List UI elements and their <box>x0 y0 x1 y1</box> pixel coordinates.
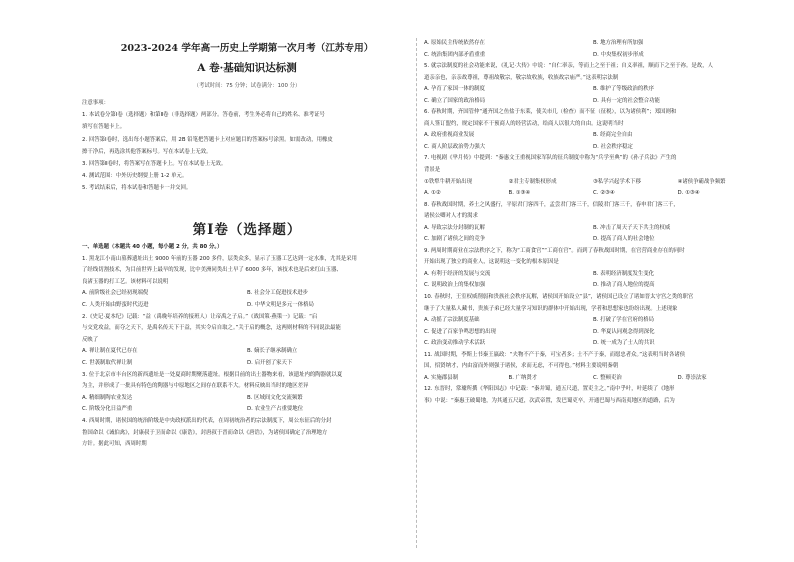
option-row <box>424 327 762 339</box>
question-line: 良渚玉器的打工艺。该材料可以说明 <box>82 278 169 285</box>
option-row <box>82 288 412 300</box>
option-item: C. 整顿吏治 <box>593 374 622 381</box>
option-item: ③私学兴起学术下移 <box>593 178 641 185</box>
option-row <box>424 142 762 154</box>
option-item: C. 确立了国家的政治格局 <box>424 97 486 104</box>
option-row <box>424 269 762 281</box>
option-item: D. 统一成为了士人的共识 <box>593 340 655 347</box>
question-line: 商人签订盟约，规定国家不干预商人的经营活动，给商人以很大的自由。这说明当时 <box>424 120 624 127</box>
option-item: B. ①③④ <box>508 190 531 197</box>
option-row <box>424 188 762 200</box>
option-item: ④诸侯争霸战争频繁 <box>677 178 726 185</box>
question-line: 9. 两周时期商业在宗法秩序之下，称为“工商食官”“工商在官”。而到了春秋战国时期，在官营商业存在的同时 <box>424 247 685 254</box>
option-row <box>424 280 762 292</box>
column-divider <box>416 38 418 548</box>
question-line: 4. 西周时期，诸侯国的统治阶级是中央政权派出的代表，在周初统治者的宗法制度下，周公东征后的分封 <box>82 417 332 424</box>
question-line: 方针。据此可知，西周时期 <box>82 441 147 448</box>
question-line: 事》中说：“秦惠王破蜀地，为其通五尺道，次武帝置，发巴蜀吏卒，开通巴蜀与西南夷地区的道路，后为 <box>424 397 675 404</box>
option-item: D. 尊崇法家 <box>677 374 707 381</box>
option-item: D. 中央集权初步形成 <box>593 51 644 58</box>
question-line: 11. 战国时期，李斯上书秦王嬴政：“夫物不产于秦，可宝者多；士不产于秦，而愿忠者众。”这表明当时各诸侯 <box>424 351 686 358</box>
question-line: 了经线切割技术，为目前世界上最早的发现，比中美洲同类出土早了 6000 多年，该技术也是后来红山玉器、 <box>82 267 342 274</box>
notes-line: 2. 回答第Ⅰ卷时，选出每小题答案后，用 2B 铅笔把答题卡上对应题目的答案标号涂黑。如需改动，用橡皮 <box>82 136 333 143</box>
left-column <box>82 0 412 562</box>
option-item: C. 人类开始由野蛮时代迈进 <box>82 301 149 308</box>
option-row <box>424 96 762 108</box>
option-item: D. ①③④ <box>677 190 700 197</box>
option-row <box>424 84 762 96</box>
question-line: 开始出现了独立的商业人，这说明这一变化的根本原因是 <box>424 259 559 266</box>
question-line: 反映了 <box>82 336 99 343</box>
question-line: 鲁国命以《诫伯禽》，封康叔于卫而命以《康诰》，封唐叔于晋而命以《唐诰》，为诸侯国确定了治理地方 <box>82 429 328 436</box>
option-item: D. 提高了商人的社会地位 <box>593 236 655 243</box>
question-line: 背景是 <box>424 167 441 174</box>
question-line: 与交党攻益，而夺之天下，是禹名传天下于益，其实令启自取之。”关于启的概念，这两则材料的不同说法最能 <box>82 325 341 332</box>
question-line: 1. 黑龙江小南山墓葬遗址出土 9000 年前的玉器 200 多件，层类众多，显示了玉器工艺达到一定水准，尤其是采用 <box>82 255 357 262</box>
option-row <box>82 358 412 370</box>
option-item: C. 说明政治上的集权加强 <box>424 282 486 289</box>
paper-subtitle: A 卷·基础知识达标测 <box>197 62 297 74</box>
question-line: 诸侯公卿对人才的渴求 <box>424 213 478 220</box>
option-item: A. 原始民主传统依然存在 <box>424 40 485 46</box>
option-row <box>82 393 412 405</box>
notes-line: 3. 回答第Ⅱ卷时，将答案写在答题卡上。写在本试卷上无效。 <box>82 161 227 168</box>
notes-block <box>82 97 412 195</box>
option-item: C. 加剧了诸侯之间的竞争 <box>424 236 486 243</box>
option-item: A. 导致宗法分封制的瓦解 <box>424 224 485 231</box>
option-item: B. 区域间文化交流频繁 <box>247 394 303 401</box>
option-item: B. 打破了学在官府的格局 <box>593 317 655 324</box>
option-item: D. 华夏认同观念得到深化 <box>593 328 655 335</box>
option-item: C. 商人阶层政治势力强大 <box>424 143 486 150</box>
option-item: A. 禅让制在夏代已存在 <box>82 348 138 355</box>
option-row <box>424 373 762 385</box>
option-row <box>424 234 762 246</box>
question-line: 12. 东晋时，常璩所撰《华阳国志》中记载：“秦并蜀，通五尺道，置吏主之。”南中乎叶，叶延续了《地形 <box>424 386 675 393</box>
option-item: A. 有利于经济的发展与交流 <box>424 270 491 277</box>
question-line: 10. 春秋时，王室权威削弱和贵族社会秩序瓦解，诸侯国开始设立“县”，诸侯国已设立了诸如晋太守宫之类的职官 <box>424 294 694 301</box>
right-column <box>424 0 762 562</box>
notes-line: 填写在答题卡上。 <box>82 124 126 131</box>
option-item: B. 维护了等级政治的秩序 <box>593 86 655 93</box>
left-questions <box>82 242 412 451</box>
option-item: ②君主专制集权形成 <box>508 178 557 185</box>
exam-meta: （考试时间：75 分钟；试卷满分：100 分） <box>193 83 301 89</box>
option-row <box>424 338 762 350</box>
option-item: A. 实施郡县制 <box>424 374 458 381</box>
option-item: D. 推动了商人地位的提高 <box>593 282 655 289</box>
option-item: A. 动摇了宗法制度基础 <box>424 317 480 324</box>
option-item: B. 冲击了周天子天下共主的权威 <box>593 224 671 231</box>
right-questions <box>424 38 762 408</box>
option-row <box>82 404 412 416</box>
question-line: 8. 春秋战国时期，养士之风盛行，平原君门客四千，孟尝君门客三千，信陵君门客三千，春申君门客三千， <box>424 201 679 208</box>
option-item: D. 启开创了家天下 <box>247 359 293 366</box>
option-row <box>424 38 762 50</box>
question-line: 2.《史记·夏本纪》记载：“益（禹晚年培养的接班人）让帝禹之子启。”《战国策·燕策一》记载：“启 <box>82 313 318 320</box>
option-row <box>82 300 412 312</box>
option-item: C. 阶级分化日益严重 <box>82 406 133 413</box>
option-item: B. 地方治理有所加强 <box>593 40 644 46</box>
option-item: B. 经商完全自由 <box>593 132 633 139</box>
option-item: B. 嫡长子继承制确立 <box>247 348 298 355</box>
question-line: 道亲亲也，亲亲故尊祖，尊祖故敬宗，敬宗故收族，收族故宗庙严。”这表明宗法制 <box>424 74 619 81</box>
notes-line: 4. 测试范围：中外历史纲要上册 1-2 单元。 <box>82 173 188 180</box>
option-row <box>82 346 412 358</box>
question-line: 6. 春秋时期，齐国管仲“通齐国之鱼盐于东莱，使关市几（检查）而不征（征税），以为诸侯利”；郑国则和 <box>424 109 677 116</box>
notes-line: 注意事项： <box>82 100 109 106</box>
option-item: D. 具有一定的社会整合功能 <box>593 97 660 104</box>
option-item: A. ①② <box>424 190 441 197</box>
notes-line: 擦干净后，再选涂其他答案标号。写在本试卷上无效。 <box>82 148 212 155</box>
option-item: A. 前阶级社会已经初现端倪 <box>82 290 149 297</box>
question-line: 国，招贤纳才，内由富而外则强于诸侯，求而无虑，不可得也。”材料主要说明秦朝 <box>424 363 619 370</box>
question-line: 为主，并形成了一批具有特色的陶器与中原地区之间存在联系不大。材料反映出当时的地区差异 <box>82 383 309 390</box>
question-line: 7. 电视剧《芈月传》中提到：“秦惠文王重视国家军队的征兵制度中称为“兵学至典”的《孙子兵法》产生的 <box>424 155 677 162</box>
option-row <box>424 177 762 189</box>
question-line: 3. 位于北京市丰台区的新西遗址是一处夏商时期聚落遗址。根据目前的出土器物来看，该遗址内的陶器就以夏 <box>82 371 343 378</box>
option-item: D. 社会秩序稳定 <box>593 143 633 150</box>
option-item: D. 农业生产占重要地位 <box>247 406 304 413</box>
notes-line: 1. 本试卷分第Ⅰ卷（选择题）和第Ⅱ卷（非选择题）两部分。答卷前，考生务必将自己的姓名、准考证号 <box>82 112 325 119</box>
option-item: C. ②③④ <box>593 190 615 197</box>
option-item: C. 世袭制取代禅让制 <box>82 359 133 366</box>
option-row <box>424 223 762 235</box>
option-item: B. 表明经济制度发生变化 <box>593 270 655 277</box>
option-row <box>424 130 762 142</box>
option-item: C. 促进了百家争鸣思想的出现 <box>424 328 496 335</box>
option-item: A. 精细制陶农业发达 <box>82 394 133 401</box>
option-item: C. 政治变动推动学术活跃 <box>424 340 486 347</box>
paper-title: 2023-2024 学年高一历史上学期第一次月考（江苏专用） <box>120 43 374 54</box>
option-item: C. 统治集团内部矛盾重重 <box>424 51 486 58</box>
option-item: A. 政府重视商业发展 <box>424 132 475 139</box>
option-item: ①铁犁牛耕开始出现 <box>424 178 472 185</box>
question-section-header: 一、单选题（本题共 40 小题，每小题 2 分，共 80 分。） <box>82 244 223 250</box>
question-line: 继于了大量私人藏书，贵族子弟已经大量学习知识的群体中开始出现，学者和思想家也纷纷出现。上述现象 <box>424 305 678 312</box>
question-line: 5. 就宗法制度的社会功能来说，《礼记·大传》中说：“自仁率亲，等而上之至于祖；自义率祖，顺而下之至于祢。是故，人 <box>424 63 713 70</box>
option-row <box>424 50 762 62</box>
notes-line: 5. 考试结束后，将本试卷和答题卡一并交回。 <box>82 185 192 192</box>
section-title: 第Ⅰ卷（选择题） <box>192 222 302 238</box>
option-row <box>424 315 762 327</box>
option-item: D. 中华文明是多元一体格局 <box>247 301 314 308</box>
option-item: B. 社会分工促进技术进步 <box>247 290 309 297</box>
option-item: A. 孕育了家国一体的制度 <box>424 86 485 93</box>
option-item: B. 广纳贤才 <box>508 374 538 381</box>
